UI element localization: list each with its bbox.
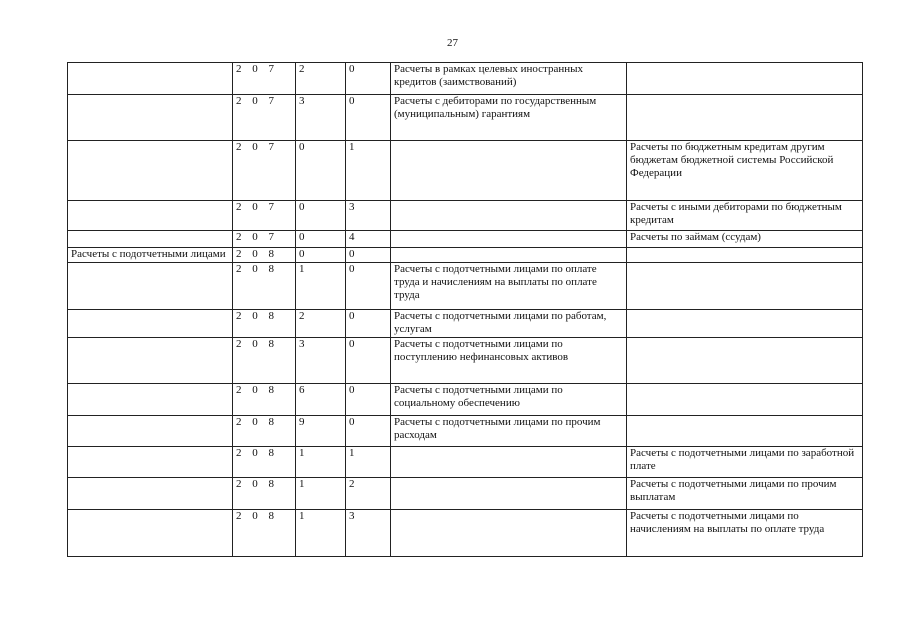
analytic-account-name-cell: Расчеты с подотчетными лицами по прочим расходам [391,416,627,447]
subaccount-name-cell: Расчеты с иными дебиторами по бюджетным кредитам [627,201,863,231]
analytic-account-name-cell [391,231,627,248]
account-group-cell [68,95,233,141]
analytics-code-cell: 0 [346,248,391,263]
analytics-code-cell: 0 [346,263,391,310]
table-row [68,201,863,231]
subaccount-name-cell: Расчеты по бюджетным кредитам другим бюджетам бюджетной системы Российской Федерации [627,141,863,201]
subaccount-name-cell [627,310,863,338]
analytic-account-name-cell: Расчеты с подотчетными лицами по поступлению нефинансовых активов [391,338,627,384]
account-group-cell [68,310,233,338]
table-row [68,263,863,310]
analytic-account-name-cell: Расчеты с подотчетными лицами по социальному обеспечению [391,384,627,416]
analytics-code-cell: 0 [346,416,391,447]
account-code-cell: 2 0 8 [233,478,296,510]
accounts-table-body [68,63,863,557]
kosgu-cell: 1 [296,263,346,310]
analytics-code-cell: 0 [346,384,391,416]
subaccount-name-cell [627,248,863,263]
analytic-account-name-cell [391,510,627,557]
table-row [68,141,863,201]
account-group-cell [68,263,233,310]
table-row [68,231,863,248]
subaccount-name-cell [627,63,863,95]
analytics-code-cell: 1 [346,447,391,478]
account-code-cell: 2 0 8 [233,416,296,447]
account-code-cell: 2 0 7 [233,95,296,141]
analytic-account-name-cell: Расчеты с подотчетными лицами по оплате труда и начислениям на выплаты по оплате труда [391,263,627,310]
account-code-cell: 2 0 7 [233,231,296,248]
account-group-cell [68,510,233,557]
subaccount-name-cell [627,416,863,447]
kosgu-cell: 3 [296,338,346,384]
subaccount-name-cell [627,384,863,416]
subaccount-name-cell: Расчеты с подотчетными лицами по начислениям на выплаты по оплате труда [627,510,863,557]
table-row [68,95,863,141]
account-group-cell [68,63,233,95]
table-row [68,310,863,338]
analytic-account-name-cell: Расчеты с дебиторами по государственным (муниципальным) гарантиям [391,95,627,141]
kosgu-cell: 2 [296,310,346,338]
account-group-cell [68,141,233,201]
kosgu-cell: 2 [296,63,346,95]
account-group-cell [68,447,233,478]
kosgu-cell: 0 [296,231,346,248]
account-code-cell: 2 0 8 [233,447,296,478]
subaccount-name-cell: Расчеты по займам (ссудам) [627,231,863,248]
table-row [68,416,863,447]
analytics-code-cell: 1 [346,141,391,201]
analytic-account-name-cell [391,141,627,201]
kosgu-cell: 9 [296,416,346,447]
analytics-code-cell: 0 [346,95,391,141]
account-code-cell: 2 0 7 [233,201,296,231]
account-code-cell: 2 0 8 [233,510,296,557]
kosgu-cell: 3 [296,95,346,141]
analytics-code-cell: 3 [346,201,391,231]
kosgu-cell: 1 [296,510,346,557]
subaccount-name-cell: Расчеты с подотчетными лицами по заработной плате [627,447,863,478]
kosgu-cell: 0 [296,201,346,231]
table-row [68,338,863,384]
account-code-cell: 2 0 7 [233,141,296,201]
analytics-code-cell: 0 [346,338,391,384]
table-row [68,478,863,510]
analytic-account-name-cell: Расчеты в рамках целевых иностранных кредитов (заимствований) [391,63,627,95]
table-row [68,63,863,95]
kosgu-cell: 1 [296,478,346,510]
analytic-account-name-cell: Расчеты с подотчетными лицами по работам, услугам [391,310,627,338]
analytic-account-name-cell [391,478,627,510]
subaccount-name-cell: Расчеты с подотчетными лицами по прочим выплатам [627,478,863,510]
account-group-cell [68,384,233,416]
table-row [68,510,863,557]
analytic-account-name-cell [391,248,627,263]
kosgu-cell: 6 [296,384,346,416]
table-row [68,447,863,478]
account-code-cell: 2 0 8 [233,248,296,263]
account-code-cell: 2 0 8 [233,338,296,384]
subaccount-name-cell [627,95,863,141]
kosgu-cell: 1 [296,447,346,478]
account-group-cell [68,338,233,384]
analytics-code-cell: 4 [346,231,391,248]
subaccount-name-cell [627,263,863,310]
account-group-cell [68,416,233,447]
account-group-cell [68,201,233,231]
table-row [68,248,863,263]
account-group-cell [68,231,233,248]
page-number: 27 [447,37,458,49]
account-group-cell [68,478,233,510]
analytic-account-name-cell [391,201,627,231]
analytics-code-cell: 2 [346,478,391,510]
subaccount-name-cell [627,338,863,384]
analytics-code-cell: 3 [346,510,391,557]
account-code-cell: 2 0 8 [233,310,296,338]
analytic-account-name-cell [391,447,627,478]
analytics-code-cell: 0 [346,310,391,338]
account-code-cell: 2 0 7 [233,63,296,95]
accounts-table [67,62,863,557]
kosgu-cell: 0 [296,141,346,201]
analytics-code-cell: 0 [346,63,391,95]
kosgu-cell: 0 [296,248,346,263]
account-group-cell: Расчеты с подотчетными лицами [68,248,233,263]
table-row [68,384,863,416]
account-code-cell: 2 0 8 [233,384,296,416]
account-code-cell: 2 0 8 [233,263,296,310]
